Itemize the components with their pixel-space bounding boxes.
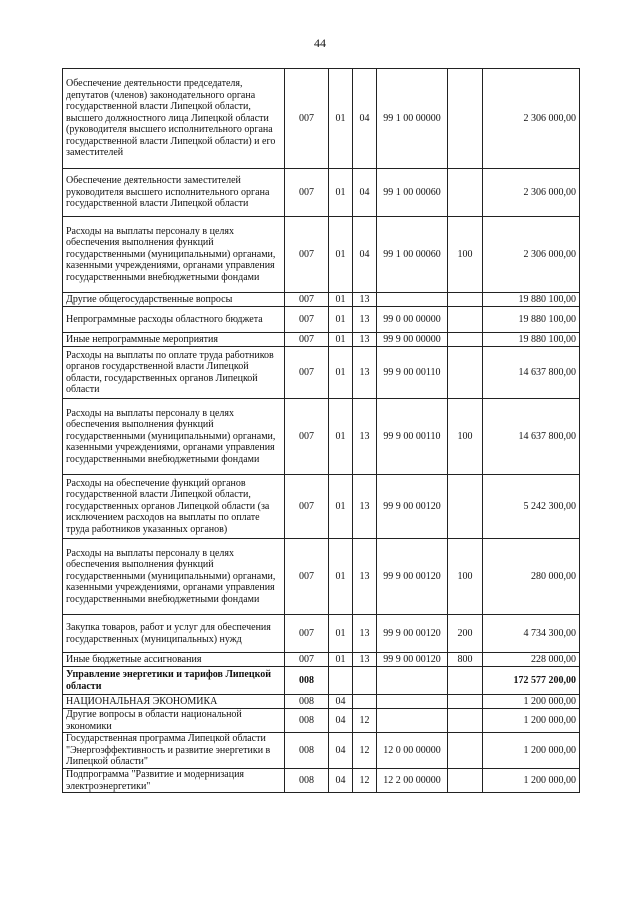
cell-vr [448,69,483,169]
cell-name: Обеспечение деятельности председателя, депутатов (членов) законодательного органа государственной власти Липецкой области, высшего должностного лица Липецкой области (руководителя высшего исполнительного органа государственной власти Липецкой области) и его заместителей [63,69,285,169]
cell-vr [448,347,483,399]
cell-rz: 04 [329,769,353,793]
cell-pr: 13 [353,347,377,399]
cell-sum: 1 200 000,00 [483,769,580,793]
budget-table [62,68,580,793]
cell-rz: 01 [329,653,353,667]
table-row [63,333,580,347]
cell-sum: 280 000,00 [483,539,580,615]
cell-name: Обеспечение деятельности заместителей руководителя высшего исполнительного органа государственной власти Липецкой области [63,169,285,217]
cell-vr: 100 [448,399,483,475]
cell-pr: 13 [353,539,377,615]
cell-vr [448,667,483,695]
cell-ved: 007 [285,169,329,217]
cell-ved: 007 [285,293,329,307]
cell-rz: 01 [329,217,353,293]
cell-vr: 800 [448,653,483,667]
cell-vr [448,733,483,769]
cell-sum: 19 880 100,00 [483,293,580,307]
cell-rz: 01 [329,399,353,475]
cell-ved: 007 [285,333,329,347]
cell-sum: 5 242 300,00 [483,475,580,539]
table-row [63,169,580,217]
cell-vr [448,709,483,733]
cell-ved: 007 [285,217,329,293]
cell-name: Закупка товаров, работ и услуг для обеспечения государственных (муниципальных) нужд [63,615,285,653]
cell-ved: 007 [285,475,329,539]
cell-csr: 99 9 00 00000 [377,333,448,347]
table-row [63,69,580,169]
cell-sum: 1 200 000,00 [483,709,580,733]
cell-csr: 99 0 00 00000 [377,307,448,333]
cell-vr [448,333,483,347]
table-row [63,475,580,539]
cell-ved: 008 [285,769,329,793]
cell-csr [377,667,448,695]
cell-rz: 04 [329,709,353,733]
page-number: 44 [314,36,326,50]
table-row [63,347,580,399]
cell-sum: 4 734 300,00 [483,615,580,653]
cell-sum: 1 200 000,00 [483,695,580,709]
cell-rz: 01 [329,293,353,307]
cell-rz: 01 [329,347,353,399]
cell-sum: 14 637 800,00 [483,399,580,475]
cell-rz: 01 [329,307,353,333]
cell-pr [353,695,377,709]
cell-sum: 19 880 100,00 [483,307,580,333]
cell-pr: 13 [353,653,377,667]
cell-name: НАЦИОНАЛЬНАЯ ЭКОНОМИКА [63,695,285,709]
budget-table-body [63,69,580,793]
cell-name: Иные непрограммные мероприятия [63,333,285,347]
table-row [63,667,580,695]
cell-rz: 01 [329,169,353,217]
cell-ved: 008 [285,695,329,709]
table-row [63,709,580,733]
cell-name: Другие вопросы в области национальной экономики [63,709,285,733]
cell-sum: 2 306 000,00 [483,169,580,217]
cell-name: Расходы на выплаты персоналу в целях обеспечения выполнения функций государственными (муниципальными) органами, казенными учреждениями, органами управления государственными внебюджетными фондами [63,217,285,293]
cell-name: Государственная программа Липецкой области "Энергоэффективность и развитие энергетики в Липецкой области" [63,733,285,769]
cell-ved: 007 [285,615,329,653]
cell-name: Подпрограмма "Развитие и модернизация электроэнергетики" [63,769,285,793]
cell-vr [448,307,483,333]
cell-csr: 12 2 00 00000 [377,769,448,793]
cell-rz: 01 [329,539,353,615]
table-row [63,615,580,653]
cell-vr: 200 [448,615,483,653]
cell-pr: 13 [353,333,377,347]
cell-sum: 228 000,00 [483,653,580,667]
cell-ved: 007 [285,307,329,333]
cell-vr: 100 [448,539,483,615]
cell-vr [448,769,483,793]
cell-vr [448,695,483,709]
cell-pr: 12 [353,769,377,793]
table-row [63,217,580,293]
cell-pr: 13 [353,615,377,653]
cell-vr [448,475,483,539]
cell-csr: 99 9 00 00120 [377,615,448,653]
cell-csr: 99 9 00 00110 [377,347,448,399]
table-row [63,307,580,333]
cell-vr [448,293,483,307]
cell-sum: 19 880 100,00 [483,333,580,347]
cell-csr: 99 9 00 00120 [377,539,448,615]
cell-vr [448,169,483,217]
table-row [63,399,580,475]
cell-pr: 04 [353,69,377,169]
cell-rz: 01 [329,69,353,169]
cell-rz: 01 [329,333,353,347]
cell-ved: 007 [285,539,329,615]
cell-pr: 13 [353,307,377,333]
cell-csr: 99 1 00 00060 [377,217,448,293]
cell-sum: 172 577 200,00 [483,667,580,695]
cell-pr [353,667,377,695]
cell-name: Другие общегосударственные вопросы [63,293,285,307]
cell-rz: 04 [329,695,353,709]
cell-ved: 007 [285,347,329,399]
table-row [63,733,580,769]
cell-rz: 01 [329,475,353,539]
cell-csr [377,695,448,709]
cell-sum: 14 637 800,00 [483,347,580,399]
cell-ved: 007 [285,69,329,169]
cell-csr: 12 0 00 00000 [377,733,448,769]
cell-pr: 04 [353,217,377,293]
cell-sum: 2 306 000,00 [483,217,580,293]
cell-pr: 04 [353,169,377,217]
cell-vr: 100 [448,217,483,293]
cell-name: Иные бюджетные ассигнования [63,653,285,667]
cell-rz: 04 [329,733,353,769]
table-row [63,769,580,793]
cell-pr: 13 [353,399,377,475]
cell-csr: 99 9 00 00120 [377,475,448,539]
table-row [63,695,580,709]
cell-csr [377,709,448,733]
table-row [63,539,580,615]
table-row [63,293,580,307]
cell-pr: 12 [353,709,377,733]
cell-csr: 99 9 00 00120 [377,653,448,667]
cell-sum: 2 306 000,00 [483,69,580,169]
cell-pr: 12 [353,733,377,769]
cell-name: Расходы на выплаты по оплате труда работников органов государственной власти Липецкой области, государственных органов Липецкой области [63,347,285,399]
cell-ved: 007 [285,653,329,667]
cell-ved: 008 [285,667,329,695]
cell-ved: 008 [285,709,329,733]
cell-name: Расходы на обеспечение функций органов государственной власти Липецкой области, государственных органов Липецкой области (за исключением расходов на выплаты по оплате труда работников указанных органов) [63,475,285,539]
table-row [63,653,580,667]
cell-name: Управление энергетики и тарифов Липецкой области [63,667,285,695]
cell-sum: 1 200 000,00 [483,733,580,769]
cell-csr: 99 9 00 00110 [377,399,448,475]
cell-pr: 13 [353,475,377,539]
cell-name: Непрограммные расходы областного бюджета [63,307,285,333]
cell-csr: 99 1 00 00000 [377,69,448,169]
cell-csr [377,293,448,307]
cell-name: Расходы на выплаты персоналу в целях обеспечения выполнения функций государственными (муниципальными) органами, казенными учреждениями, органами управления государственными внебюджетными фондами [63,399,285,475]
cell-csr: 99 1 00 00060 [377,169,448,217]
cell-name: Расходы на выплаты персоналу в целях обеспечения выполнения функций государственными (муниципальными) органами, казенными учреждениями, органами управления государственными внебюджетными фондами [63,539,285,615]
cell-ved: 008 [285,733,329,769]
cell-rz: 01 [329,615,353,653]
cell-pr: 13 [353,293,377,307]
cell-ved: 007 [285,399,329,475]
cell-rz [329,667,353,695]
